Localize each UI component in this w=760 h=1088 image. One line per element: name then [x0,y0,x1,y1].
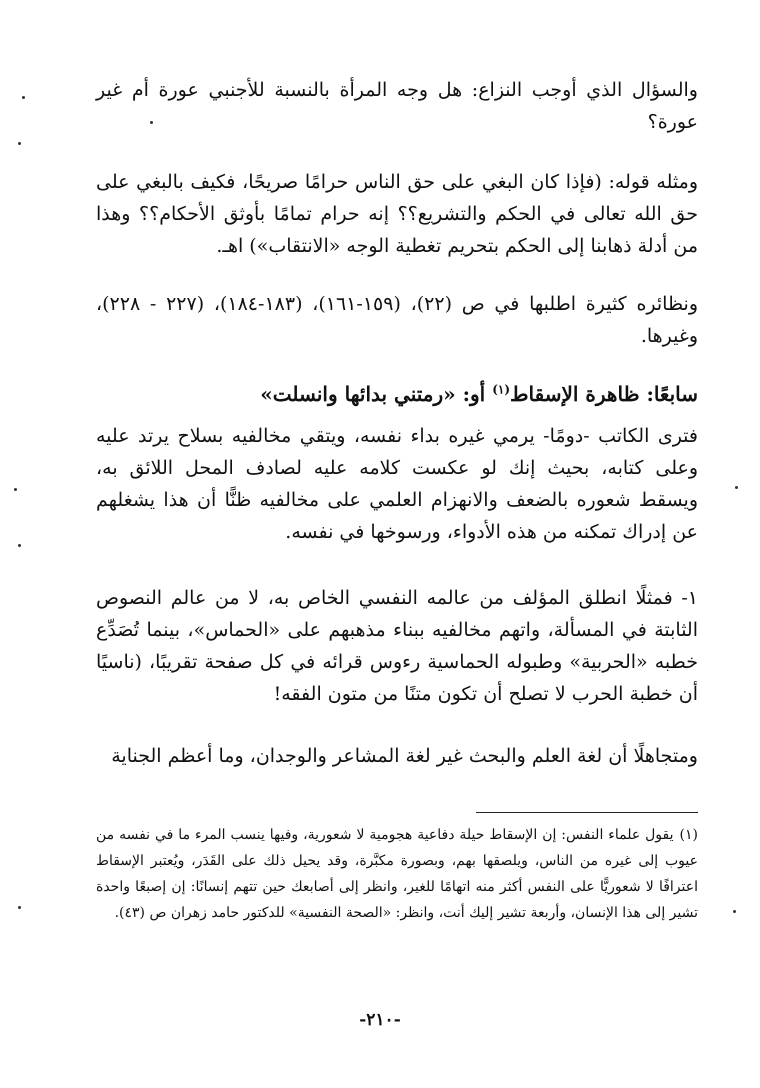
section-heading-title: سابعًا: ظاهرة الإسقاط [510,382,698,406]
section-heading-subtitle: أو: «رمتني بدائها وانسلت» [260,382,493,406]
scan-speck [22,96,25,99]
footnote-number: (١) [679,827,698,843]
body-paragraph: ومتجاهلًا أن لغة العلم والبحث غير لغة المشاعر والوجدان، وما أعظم الجناية [111,745,698,767]
scan-speck [18,142,21,145]
page-number: -٢١٠- [359,1010,401,1030]
body-paragraph: ونظائره كثيرة اطلبها في ص (٢٢)، (١٥٩-١٦١)، (١٨٣-١٨٤)، (٢٢٧ - ٢٢٨)، وغيرها. [96,293,699,347]
body-paragraph: ومثله قوله: (فإذا كان البغي على حق الناس حرامًا صريحًا، فكيف بالبغي على حق الله تعالى في الحكم والتشريع؟؟ إنه حرام تمامًا بأوثق الأحكام؟؟ وهذا من أدلة ذهابنا إلى الحكم بتحريم تغطية الوجه «الانتقاب») اهـ. [96,171,698,257]
footnote-text: يقول علماء النفس: إن الإسقاط حيلة دفاعية هجومية لا شعورية، وفيها ينسب المرء ما في نفسه من عيوب إلى غيره من الناس، ويلصقها بهم، وبصورة مكبَّرة، وقد يحيل ذلك على القَدَر، ويُعتبر الإسقاط اعترافًا لا شعوريًّا على النفس أكثر منه اتهامًا للغير، وانظر إلى أصابعك حين تتهم إنسانًا: إن إصبعًا واحدة تشير إلى هذا الإنسان، وأربعة تشير إليك أنت، وانظر: «الصحة النفسية» للدكتور حامد زهران ص (٤٣). [96,827,698,921]
scan-speck [14,488,17,491]
scan-speck [735,486,738,489]
scan-speck [18,906,21,909]
body-paragraph: ١- فمثلًا انطلق المؤلف من عالمه النفسي الخاص به، لا من عالم النصوص الثابتة في المسألة، واتهم مخالفيه ببناء مذهبهم على «الحماس»، بينما تُصَدِّع خطبه «الحربية» وطبوله الحماسية رءوس قرائه في كل صفحة تقريبًا، (ناسيًا أن خطبة الحرب لا تصلح أن تكون متنًا من متون الفقه! [96,587,698,705]
scan-speck [150,121,153,124]
scan-speck [733,910,736,913]
footnote [96,822,698,926]
footnote-reference: (١) [492,382,511,397]
body-paragraph: والسؤال الذي أوجب النزاع: هل وجه المرأة بالنسبة للأجنبي عورة أم غير عورة؟ [96,79,698,133]
body-paragraph: فترى الكاتب -دومًا- يرمي غيره بداء نفسه، ويتقي مخالفيه بسلاح يرتد عليه وعلى كتابه، بحيث إنك لو عكست كلامه عليه لصادف المحل اللائق به، ويسقط شعوره بالضعف والانهزام العلمي على مخالفيه ظنًّا أن هذا يشغلهم عن إدراك تمكنه من هذه الأدواء، ورسوخها في نفسه. [96,425,698,543]
scan-speck [18,544,21,547]
footnote-divider [476,812,698,813]
section-heading [96,378,698,410]
